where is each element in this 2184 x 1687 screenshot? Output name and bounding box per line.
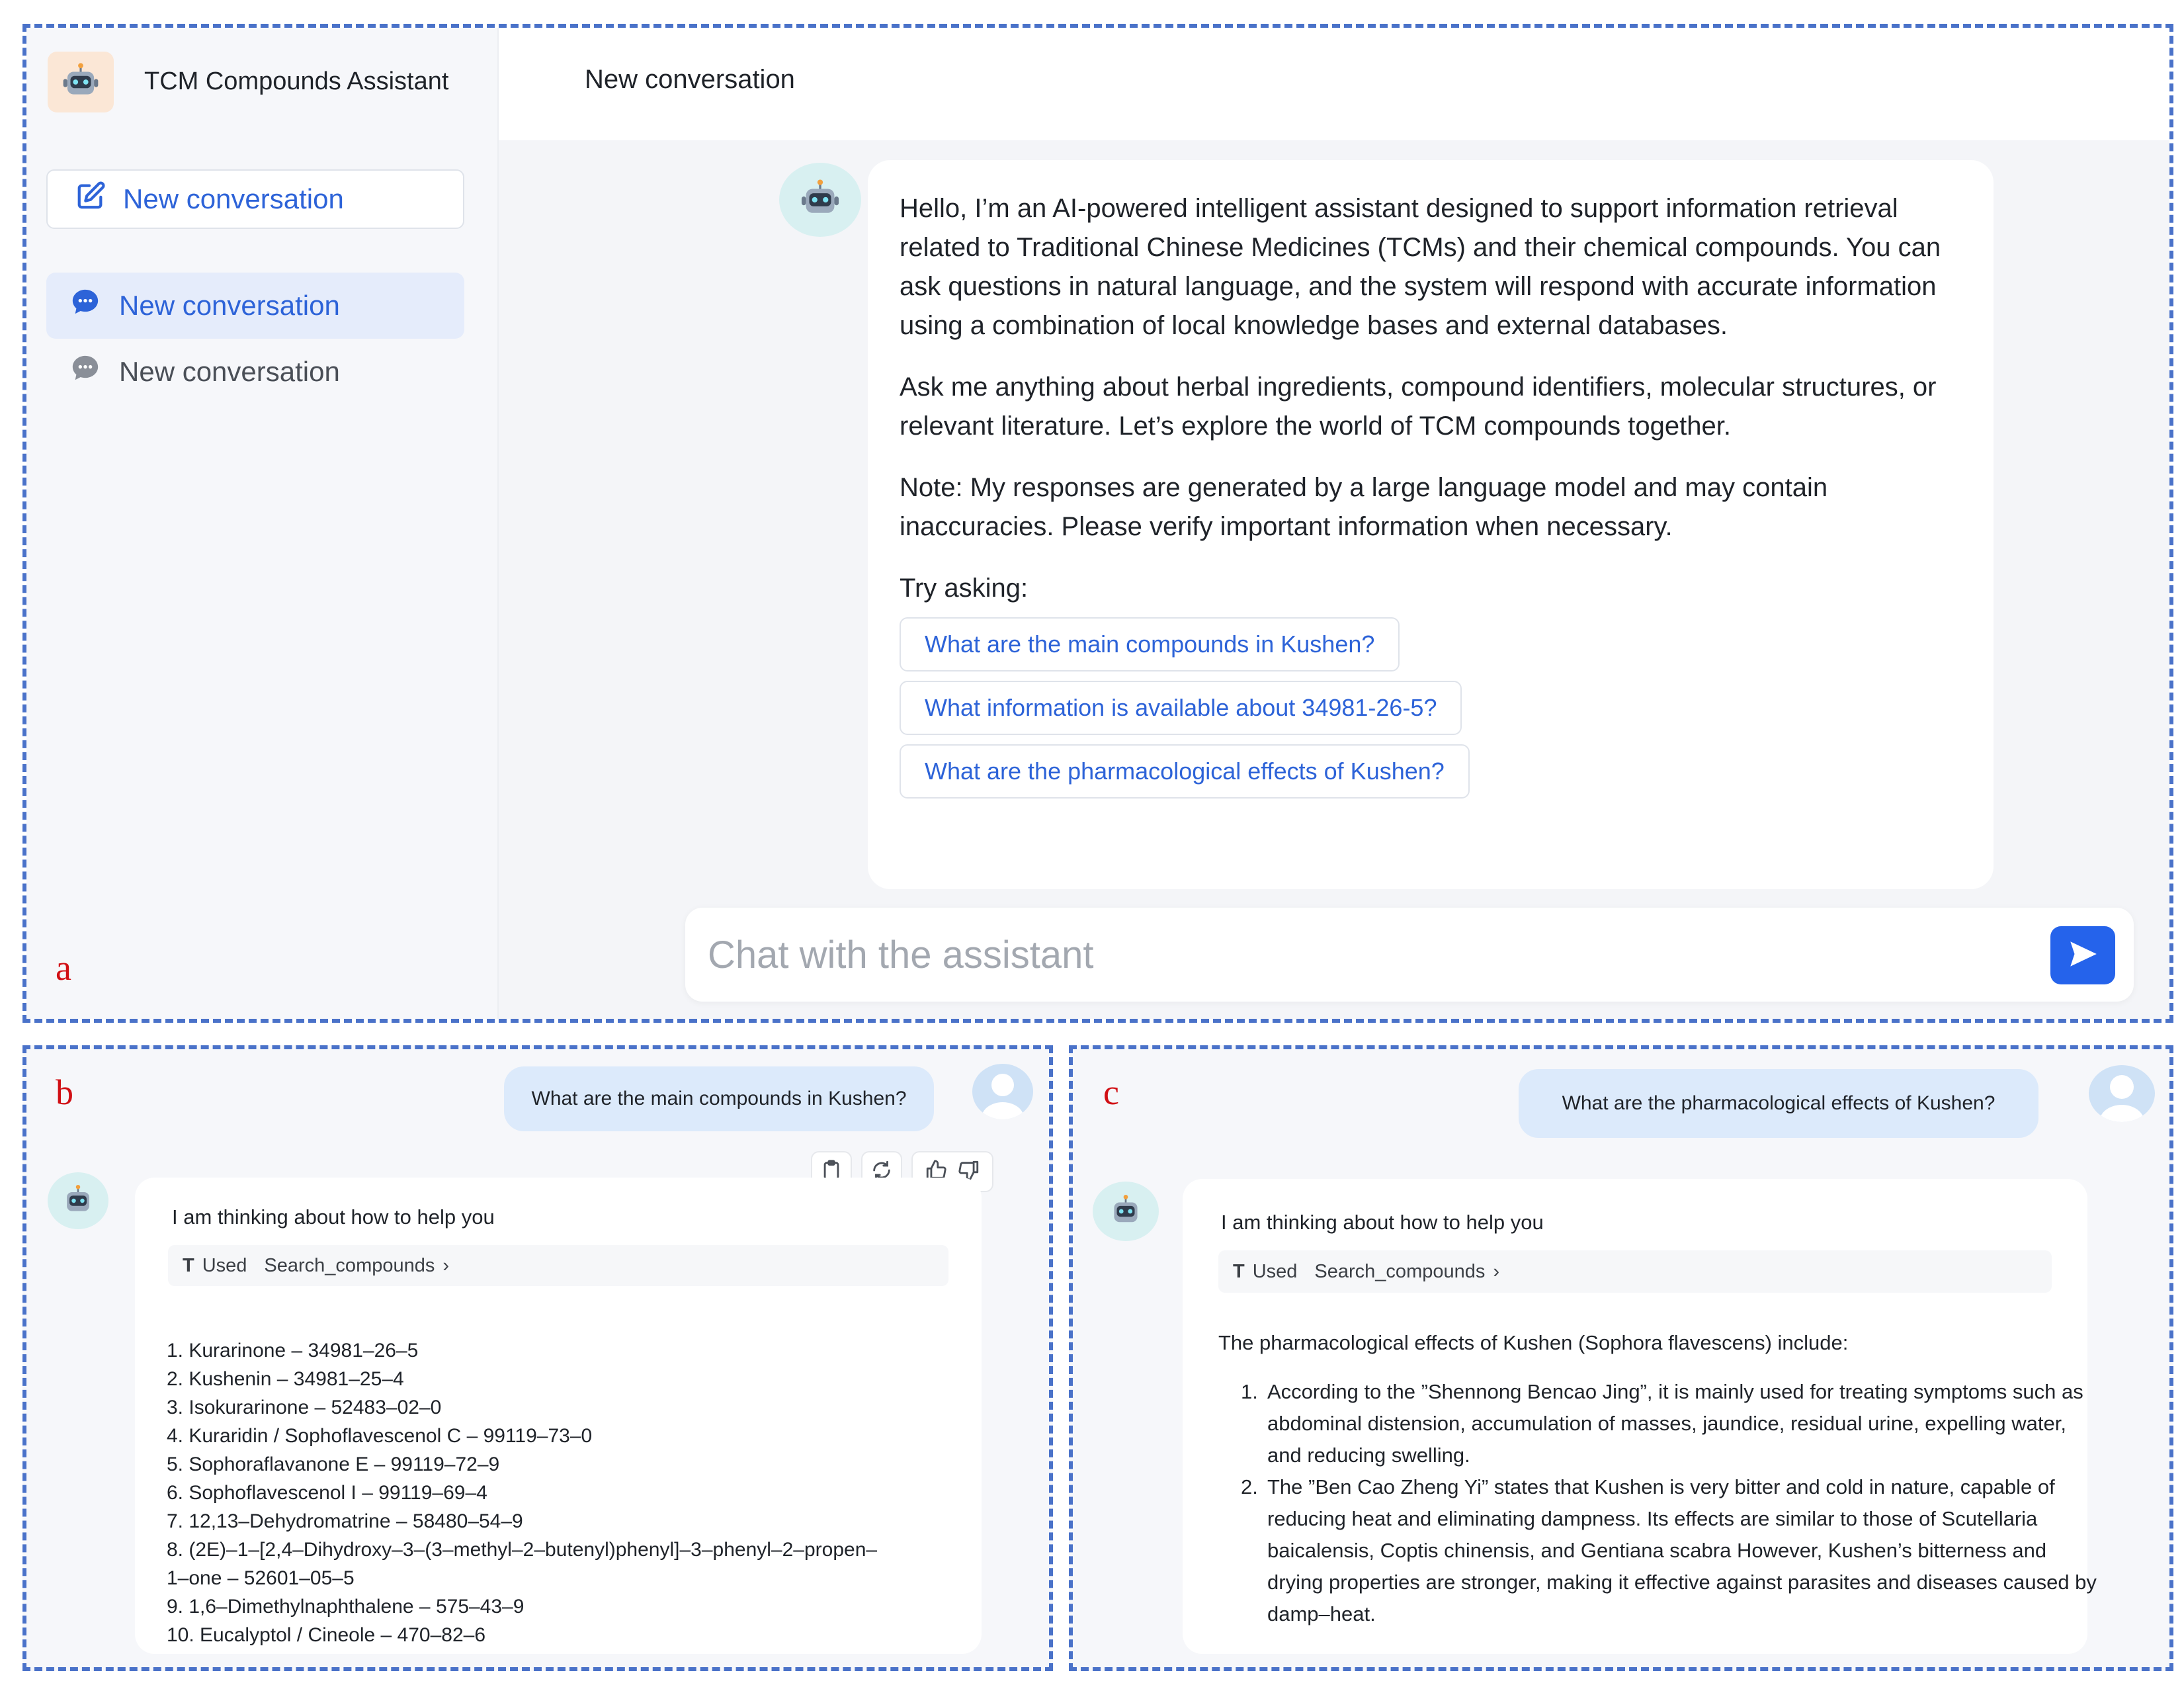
list-text: According to the ”Shennong Bencao Jing”, it is mainly used for treating symptoms such as abdominal distension, accumulation of masses, jaundice, residual urine, expelling water, and reducing swelling. (1267, 1380, 2083, 1467)
page-title: New conversation (585, 65, 795, 94)
sidebar-item-conversation-1[interactable] (46, 273, 464, 339)
suggestion-button-3[interactable]: What are the pharmacological effects of Kushen? (900, 744, 1470, 799)
tool-name: Search_compounds (264, 1254, 435, 1276)
conversation-label: New conversation (119, 290, 340, 321)
suggestion-button-2[interactable]: What information is available about 34981-26-5? (900, 681, 1462, 735)
response-intro: The pharmacological effects of Kushen (Sophora flavescens) include: (1218, 1331, 1849, 1354)
assistant-response (1183, 1179, 2097, 1654)
list-text: The ”Ben Cao Zheng Yi” states that Kushen is very bitter and cold in nature, capable of reducing heat and eliminating dampness. Its effects are similar to those of Scutellaria baicalensis, Coptis chinensis, and Gentiana scabra However, Kushen’s bitterness and drying properties are stronger, making it effective against parasites and diseases caused by damp–heat. (1267, 1475, 2097, 1625)
tool-used-label: Used (1252, 1260, 1298, 1282)
user-avatar-icon (2089, 1065, 2155, 1122)
chat-bubble-icon (70, 287, 119, 324)
list-item: 6. Sophoflavescenol I – 99119–69–4 (167, 1482, 487, 1504)
sidebar (26, 28, 499, 1019)
list-item: 4. Kuraridin / Sophoflavescenol C – 99119–73–0 (167, 1425, 593, 1447)
chevron-right-icon: › (1493, 1260, 1500, 1282)
try-asking-label: Try asking: (900, 574, 1029, 603)
chat-input-placeholder: Chat with the assistant (708, 933, 1094, 976)
list-number: 1. (1241, 1380, 1258, 1403)
list-item (1241, 1471, 2101, 1630)
tool-icon: T (183, 1254, 194, 1276)
thinking-status: I am thinking about how to help you (1221, 1211, 1544, 1234)
tool-usage-row[interactable] (168, 1245, 948, 1286)
welcome-paragraph-1: Hello, I’m an AI-powered intelligent assistant designed to support information retrieval related to Traditional Chinese Medicines (TCMs) and their chemical compounds. You can ask questions in natural language, and the system will respond with accurate information using a combination of local knowledge bases and external databases. (900, 194, 1941, 340)
compound-list (167, 1336, 877, 1649)
user-avatar-icon (972, 1064, 1033, 1119)
user-message: What are the pharmacological effects of Kushen? (1519, 1069, 2038, 1138)
robot-icon (779, 163, 861, 237)
conversation-label: New conversation (119, 356, 340, 387)
list-item: 7. 12,13–Dehydromatrine – 58480–54–9 (167, 1510, 523, 1532)
panel-b (22, 1045, 1053, 1671)
panel-label-a: a (56, 948, 71, 988)
list-item: 5. Sophoraflavanone E – 99119–72–9 (167, 1453, 500, 1475)
list-item: 8. (2E)–1–[2,4–Dihydroxy–3–(3–methyl–2–butenyl)phenyl]–3–phenyl–2–propen– (167, 1539, 878, 1561)
app-title: TCM Compounds Assistant (144, 67, 449, 95)
panel-label-c: c (1103, 1072, 1119, 1112)
edit-icon (75, 181, 123, 218)
tool-used-label: Used (202, 1254, 247, 1276)
robot-icon (48, 1172, 108, 1229)
chat-area (499, 140, 2169, 1019)
new-conversation-button[interactable] (46, 169, 464, 229)
welcome-paragraph-2: Ask me anything about herbal ingredients, compound identifiers, molecular structures, or relevant literature. Let’s explore the world of TCM compounds together. (900, 372, 1937, 441)
sidebar-item-conversation-2[interactable] (46, 339, 464, 405)
suggestion-button-1[interactable]: What are the main compounds in Kushen? (900, 617, 1400, 671)
chat-input[interactable] (685, 908, 2134, 1002)
list-number: 2. (1241, 1475, 1258, 1498)
panel-a (22, 24, 2173, 1023)
new-conversation-label: New conversation (123, 183, 344, 214)
send-icon (2066, 937, 2099, 974)
user-message: What are the main compounds in Kushen? (504, 1066, 934, 1131)
welcome-paragraph-3: Note: My responses are generated by a large language model and may contain inaccuracies. Please verify important information when necessary. (900, 473, 1828, 541)
tool-name: Search_compounds (1314, 1260, 1486, 1282)
assistant-response (135, 1178, 982, 1654)
list-item (1241, 1376, 2101, 1471)
robot-icon (1093, 1182, 1159, 1241)
list-item: 1. Kurarinone – 34981–26–5 (167, 1340, 419, 1362)
effects-list (1241, 1376, 2101, 1630)
list-item: 1–one – 52601–05–5 (167, 1567, 355, 1589)
list-item: 10. Eucalyptol / Cineole – 470–82–6 (167, 1624, 486, 1646)
chevron-right-icon: › (442, 1254, 450, 1276)
list-item: 9. 1,6–Dimethylnaphthalene – 575–43–9 (167, 1596, 525, 1618)
chat-bubble-icon (70, 353, 119, 390)
tool-usage-row[interactable] (1218, 1250, 2052, 1293)
welcome-message (868, 160, 1994, 889)
list-item: 3. Isokurarinone – 52483–02–0 (167, 1397, 442, 1418)
tool-icon: T (1233, 1260, 1245, 1282)
robot-icon (48, 52, 114, 112)
panel-label-b: b (56, 1072, 73, 1112)
main-header (499, 28, 2169, 140)
thinking-status: I am thinking about how to help you (172, 1205, 495, 1229)
list-item: 2. Kushenin – 34981–25–4 (167, 1368, 404, 1390)
send-button[interactable] (2050, 926, 2115, 984)
panel-c (1069, 1045, 2173, 1671)
